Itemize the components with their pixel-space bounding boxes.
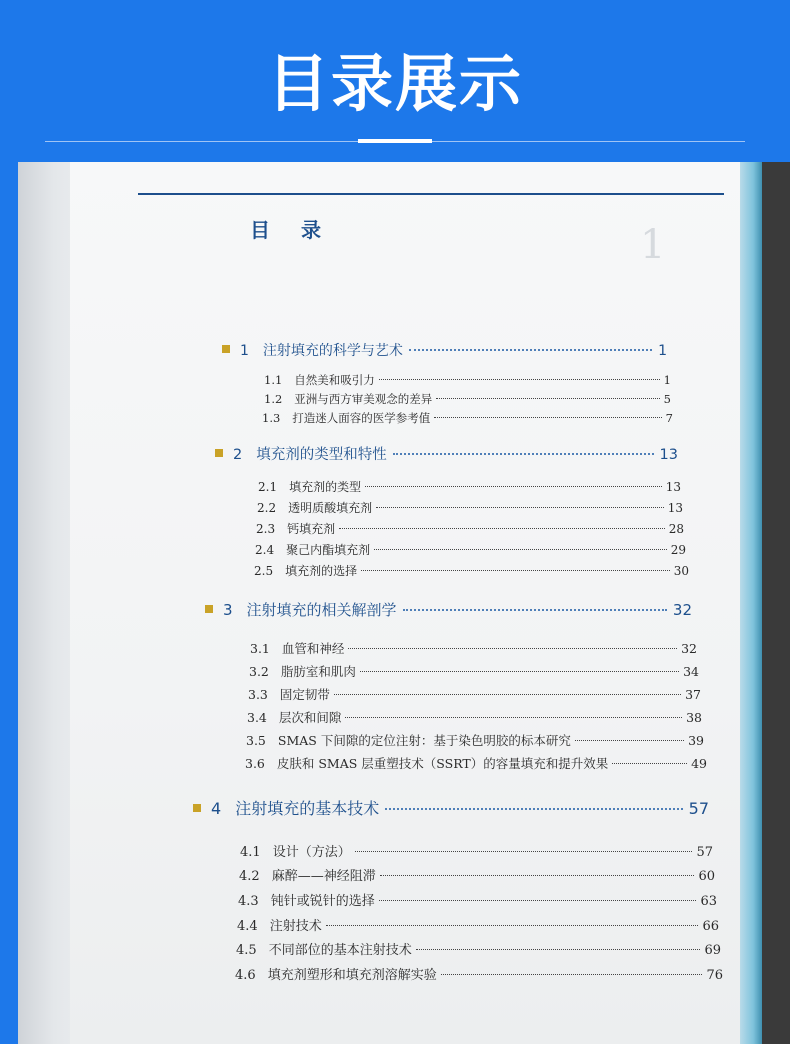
chapter-page: 57 <box>688 799 709 818</box>
leader-dots <box>403 609 667 611</box>
section-number: 4.4 <box>237 919 258 934</box>
leader-dots <box>376 507 664 508</box>
section-number: 3.3 <box>248 687 268 702</box>
chapter-bullet-icon <box>215 449 223 457</box>
toc-section[interactable] <box>254 562 689 579</box>
section-title: 填充剂塑形和填充剂溶解实验 <box>267 968 437 983</box>
show-through-chapter-number: 1 <box>640 222 666 268</box>
leader-dots <box>334 694 681 695</box>
section-page: 32 <box>681 641 697 656</box>
leader-dots <box>436 398 659 399</box>
leader-dots <box>339 528 665 529</box>
section-number: 2.3 <box>256 522 276 536</box>
toc-section[interactable] <box>239 865 715 884</box>
section-page: 28 <box>668 522 684 536</box>
header-banner <box>0 0 790 170</box>
header-title: 目录展示 <box>266 47 523 120</box>
toc-section[interactable] <box>240 841 713 860</box>
section-title: 聚己内酯填充剂 <box>286 543 371 557</box>
leader-dots <box>380 875 695 876</box>
section-page: 69 <box>704 943 721 958</box>
section-title: 血管和神经 <box>281 641 345 656</box>
toc-section[interactable] <box>235 964 723 983</box>
section-page: 7 <box>665 411 673 425</box>
section-number: 3.1 <box>250 641 270 656</box>
leader-dots <box>345 717 682 718</box>
chapter-number: 4 <box>211 799 222 818</box>
chapter-page: 32 <box>672 601 692 619</box>
section-title: 透明质酸填充剂 <box>288 501 373 515</box>
toc-chapter-2[interactable] <box>215 443 678 464</box>
section-number: 4.6 <box>235 968 256 983</box>
section-number: 1.1 <box>264 373 283 387</box>
toc-section[interactable] <box>258 478 681 495</box>
section-title: 注射技术 <box>269 919 322 934</box>
section-page: 13 <box>665 480 681 494</box>
toc-section[interactable] <box>238 890 717 909</box>
leader-dots <box>365 486 662 487</box>
chapter-number: 3 <box>223 601 233 619</box>
section-title: 固定韧带 <box>279 687 330 702</box>
section-number: 4.2 <box>239 869 260 884</box>
section-page: 76 <box>706 968 723 983</box>
toc-section[interactable] <box>262 410 673 426</box>
section-page: 49 <box>691 756 707 771</box>
leader-dots <box>416 949 701 950</box>
toc-section[interactable] <box>264 391 671 407</box>
header-divider-accent <box>358 139 432 143</box>
toc-section[interactable] <box>249 662 699 680</box>
toc-top-rule <box>138 193 724 195</box>
section-number: 3.5 <box>246 733 266 748</box>
section-title: 脂肪室和肌肉 <box>280 664 356 679</box>
book-photo <box>0 162 790 1044</box>
section-page: 66 <box>702 919 719 934</box>
section-page: 34 <box>683 664 699 679</box>
section-title: 麻醉——神经阻滞 <box>271 869 376 884</box>
section-page: 38 <box>686 710 702 725</box>
chapter-number: 2 <box>233 447 243 463</box>
background-surface <box>762 162 790 1044</box>
section-page: 60 <box>698 869 715 884</box>
leader-dots <box>379 379 660 380</box>
toc-chapter-3[interactable] <box>205 599 692 620</box>
chapter-bullet-icon <box>205 605 213 613</box>
toc-section[interactable] <box>237 915 719 934</box>
toc-section[interactable] <box>257 499 683 516</box>
leader-dots <box>361 570 670 571</box>
leader-dots <box>393 453 654 455</box>
toc-chapter-4[interactable] <box>193 796 709 819</box>
chapter-title: 填充剂的类型和特性 <box>256 447 387 463</box>
section-page: 13 <box>667 501 683 515</box>
chapter-page: 13 <box>659 447 678 463</box>
page-edge <box>740 162 762 1044</box>
section-number: 3.2 <box>249 664 269 679</box>
section-title: SMAS 下间隙的定位注射：基于染色明胶的标本研究 <box>277 733 571 748</box>
toc-section[interactable] <box>255 541 686 558</box>
toc-section[interactable] <box>247 708 702 726</box>
section-title: 不同部位的基本注射技术 <box>268 943 412 958</box>
section-number: 1.2 <box>264 392 283 406</box>
leader-dots <box>409 349 652 351</box>
section-number: 2.4 <box>255 543 275 557</box>
section-number: 4.3 <box>238 894 259 909</box>
section-title: 钙填充剂 <box>287 522 336 536</box>
toc-heading: 目 录 <box>250 218 333 242</box>
chapter-number: 1 <box>240 343 249 359</box>
leader-dots <box>360 671 679 672</box>
section-page: 39 <box>688 733 704 748</box>
section-title: 自然美和吸引力 <box>294 373 375 387</box>
toc-section[interactable] <box>236 939 721 958</box>
section-title: 钝针或锐针的选择 <box>270 894 375 909</box>
section-title: 层次和间隙 <box>278 710 342 725</box>
leader-dots <box>348 648 677 649</box>
section-number: 3.4 <box>247 710 267 725</box>
leader-dots <box>612 763 687 764</box>
toc-section[interactable] <box>248 685 701 703</box>
leader-dots <box>379 900 697 901</box>
section-title: 皮肤和 SMAS 层重塑技术（SSRT）的容量填充和提升效果 <box>276 756 609 771</box>
toc-chapter-1[interactable] <box>222 340 667 360</box>
leader-dots <box>434 417 661 418</box>
section-page: 1 <box>663 373 671 387</box>
toc-section[interactable] <box>256 520 684 537</box>
chapter-bullet-icon <box>222 345 230 353</box>
section-title: 打造迷人面容的医学参考值 <box>292 411 431 425</box>
section-number: 4.1 <box>240 845 261 860</box>
leader-dots <box>374 549 667 550</box>
toc-section[interactable] <box>245 754 707 772</box>
section-number: 1.3 <box>262 411 281 425</box>
toc-section[interactable] <box>250 639 697 657</box>
section-title: 设计（方法） <box>272 845 351 860</box>
section-number: 2.5 <box>254 564 274 578</box>
leader-dots <box>385 808 682 810</box>
section-title: 亚洲与西方审美观念的差异 <box>294 392 433 406</box>
left-border <box>0 162 18 1044</box>
leader-dots <box>326 925 699 926</box>
chapter-title: 注射填充的相关解剖学 <box>246 601 397 619</box>
section-number: 2.2 <box>257 501 277 515</box>
section-page: 37 <box>685 687 701 702</box>
section-page: 29 <box>670 543 686 557</box>
chapter-title: 注射填充的基本技术 <box>235 799 380 818</box>
section-number: 4.5 <box>236 943 257 958</box>
leader-dots <box>575 740 684 741</box>
chapter-title: 注射填充的科学与艺术 <box>262 343 403 359</box>
toc-section[interactable] <box>264 372 671 388</box>
section-number: 3.6 <box>245 756 265 771</box>
section-page: 57 <box>696 845 713 860</box>
section-number: 2.1 <box>258 480 278 494</box>
section-page: 30 <box>673 564 689 578</box>
leader-dots <box>441 974 703 975</box>
chapter-page: 1 <box>658 343 667 359</box>
section-title: 填充剂的选择 <box>285 564 358 578</box>
section-page: 63 <box>700 894 717 909</box>
chapter-bullet-icon <box>193 804 201 812</box>
section-page: 5 <box>663 392 671 406</box>
section-title: 填充剂的类型 <box>289 480 362 494</box>
toc-section[interactable] <box>246 731 704 749</box>
leader-dots <box>355 851 693 852</box>
